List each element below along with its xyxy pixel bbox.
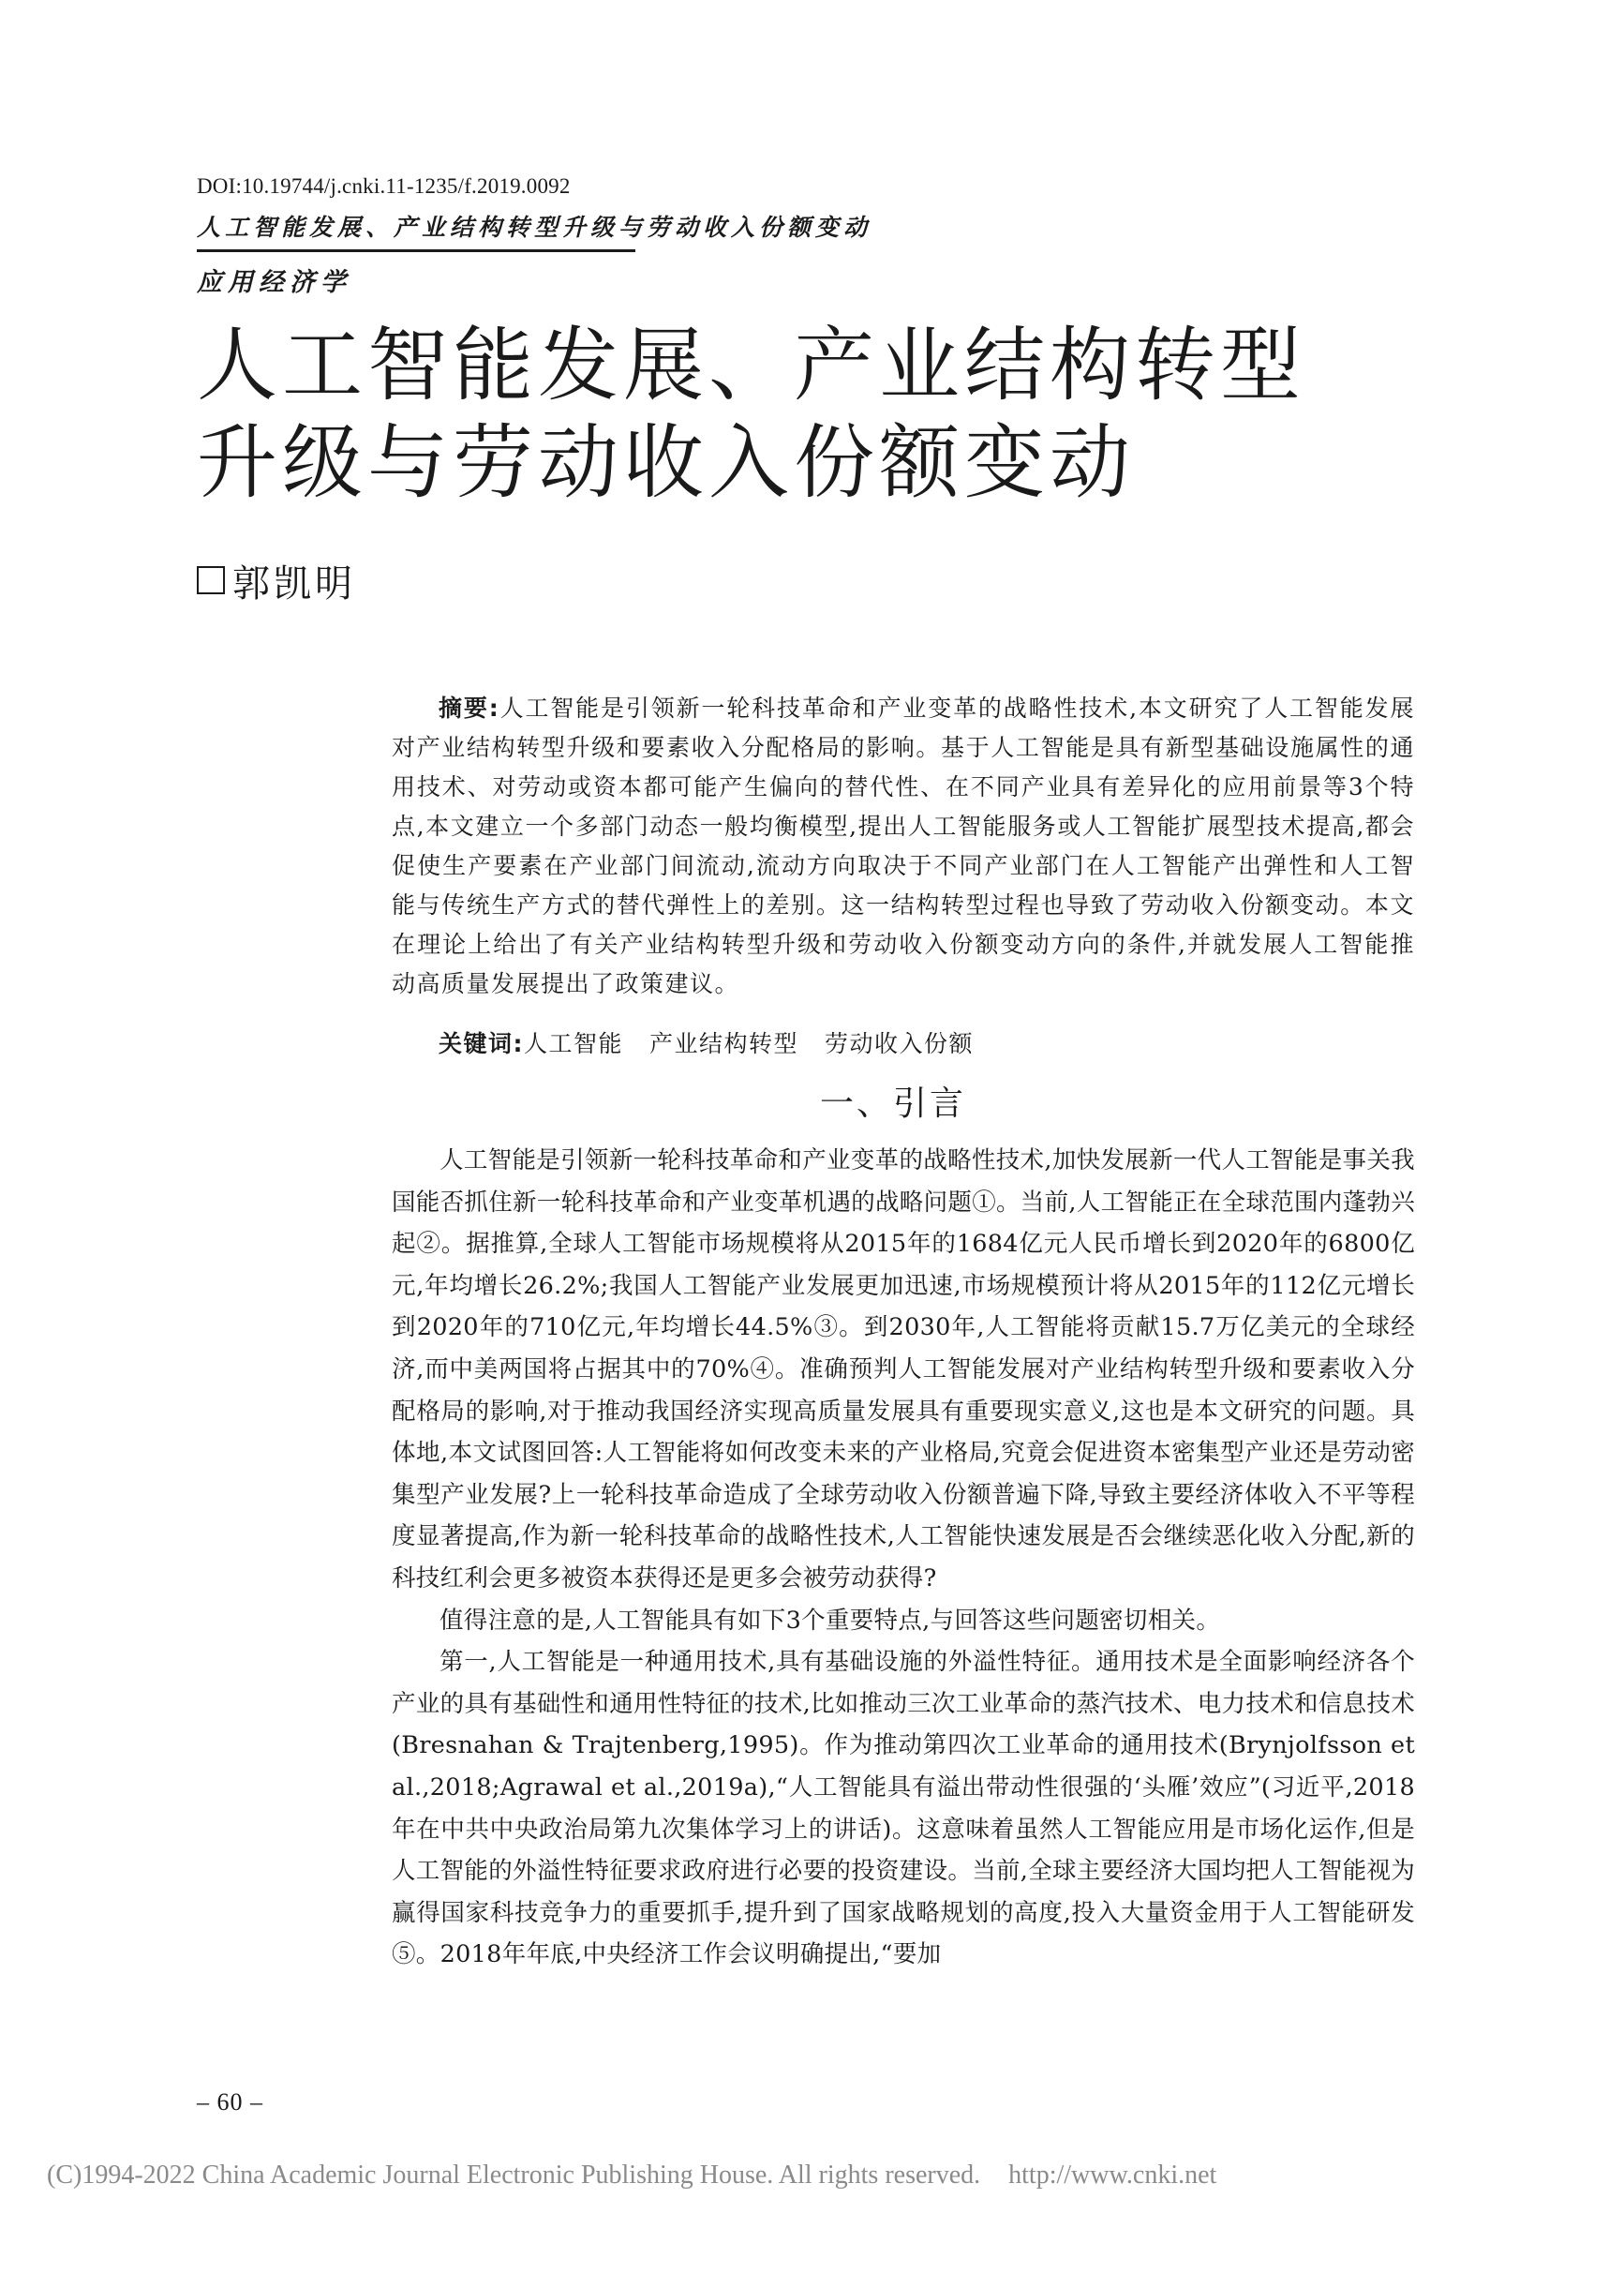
header-rule — [197, 249, 635, 252]
abstract-label: 摘要: — [439, 695, 500, 722]
paragraph: 值得注意的是,人工智能具有如下3个重要特点,与回答这些问题密切相关。 — [440, 1606, 1221, 1635]
keywords-label: 关键词: — [439, 1030, 524, 1057]
paragraph: 人工智能是引领新一轮科技革命和产业变革的战略性技术,加快发展新一代人工智能是事关我国能否抓住新一轮科技革命和产业变革机遇的战略问题①。当前,人工智能正在全球范围内蓬勃兴起②。据推算,全球人工智能市场规模将从2015年的1684亿元人民币增长到2020年的6800亿元,年均增长26.2%;我国人工智能产业发展更加迅速,市场规模预计将从2015年的112亿元增长到2020年的710亿元,年均增长44.5%③。到2030年,人工智能将贡献15.7万亿美元的全球经济,而中美两国将占据其中的70%④。准确预判人工智能发展对产业结构转型升级和要素收入分配格局的影响,对于推动我国经济实现高质量发展具有重要现实意义,这也是本文研究的问题。具体地,本文试图回答:人工智能将如何改变未来的产业格局,究竟会促进资本密集型产业还是劳动密集型产业发展?上一轮科技革命造成了全球劳动收入份额普遍下降,导致主要经济体收入不平等程度显著提高,作为新一轮科技革命的战略性技术,人工智能快速发展是否会继续恶化收入分配,新的科技红利会更多被资本获得还是更多会被劳动获得? — [392, 1146, 1416, 1593]
paragraph: 第一,人工智能是一种通用技术,具有基础设施的外溢性特征。通用技术是全面影响经济各个产业的具有基础性和通用性特征的技术,比如推动三次工业革命的蒸汽技术、电力技术和信息技术(Bresnahan & Trajtenberg,1995)。作为推动第四次工业革命的通用技术(Brynjolfsson et al.,2018;Agrawal et al.,2019a),“人工智能具有溢出带动性很强的‘头雁’效应”(习近平,2018年在中共中央政治局第九次集体学习上的讲话)。这意味着虽然人工智能应用是市场化运作,但是人工智能的外溢性特征要求政府进行必要的投资建设。当前,全球主要经济大国均把人工智能视为赢得国家科技竞争力的重要抓手,提升到了国家战略规划的高度,投入大量资金用于人工智能研发⑤。2018年年底,中央经济工作会议明确提出,“要加 — [392, 1648, 1416, 1969]
running-head: 人工智能发展、产业结构转型升级与劳动收入份额变动 — [197, 214, 872, 241]
author-line — [197, 560, 356, 606]
body-text — [392, 1140, 1415, 1976]
cnki-url: http://www.cnki.net — [1008, 2161, 1217, 2190]
title-line-2: 升级与劳动收入份额变动 — [197, 416, 1135, 510]
page-number: – 60 – — [197, 2088, 263, 2116]
keyword: 人工智能 — [524, 1030, 624, 1057]
abstract-text: 人工智能是引领新一轮科技革命和产业变革的战略性技术,本文研究了人工智能发展对产业结构转型升级和要素收入分配格局的影响。基于人工智能是具有新型基础设施属性的通用技术、对劳动或资本都可能产生偏向的替代性、在不同产业具有差异化的应用前景等3个特点,本文建立一个多部门动态一般均衡模型,提出人工智能服务或人工智能扩展型技术提高,都会促使生产要素在产业部门间流动,流动方向取决于不同产业部门在人工智能产出弹性和人工智能与传统生产方式的替代弹性上的差别。这一结构转型过程也导致了劳动收入份额变动。本文在理论上给出了有关产业结构转型升级和劳动收入份额变动方向的条件,并就发展人工智能推动高质量发展提出了政策建议。 — [392, 695, 1415, 997]
section-label: 应用经济学 — [197, 268, 351, 297]
author-name: 郭凯明 — [232, 561, 356, 606]
article-title — [197, 317, 1305, 512]
keyword: 劳动收入份额 — [825, 1030, 975, 1057]
doi: DOI:10.19744/j.cnki.11-1235/f.2019.0092 — [197, 174, 571, 198]
keyword: 产业结构转型 — [649, 1030, 799, 1057]
copyright-text: (C)1994-2022 China Academic Journal Electronic Publishing House. All rights reserved. — [47, 2161, 981, 2190]
section-heading-introduction: 一、引言 — [820, 1084, 967, 1123]
copyright-footer — [47, 2161, 1216, 2191]
keywords — [439, 1025, 1000, 1059]
author-box-icon — [197, 566, 225, 594]
abstract — [392, 689, 1415, 1004]
title-line-1: 人工智能发展、产业结构转型 — [197, 319, 1305, 412]
